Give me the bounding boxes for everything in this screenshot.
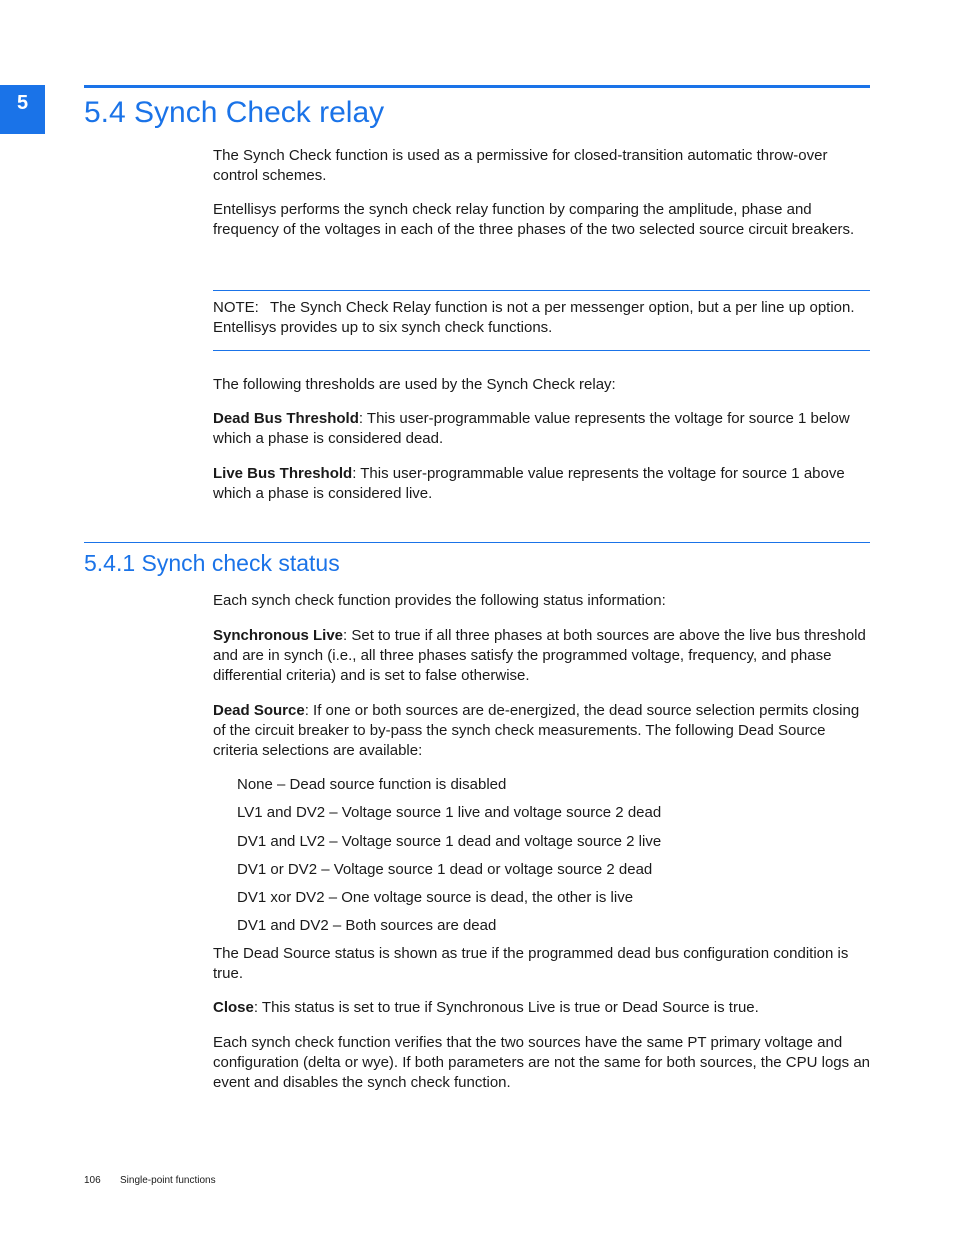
section-title: 5.4 Synch Check relay: [84, 96, 385, 129]
criteria-item: DV1 and LV2 – Voltage source 1 dead and voltage source 2 live: [237, 833, 662, 850]
live-bus-threshold-text: : This user-programmable value represents the voltage for source 1 above which a phase is considered live.: [213, 465, 845, 503]
criteria-item: DV1 and DV2 – Both sources are dead: [237, 917, 497, 934]
live-bus-threshold-term: Live Bus Threshold: [213, 465, 353, 482]
note-block: [213, 298, 870, 338]
close-text: : This status is set to true if Synchronous Live is true or Dead Source is true.: [253, 999, 759, 1016]
close-paragraph: [213, 998, 870, 1018]
header-rule: [84, 85, 870, 88]
criteria-item: DV1 or DV2 – Voltage source 1 dead or voltage source 2 dead: [237, 861, 653, 878]
chapter-tab: 5: [0, 85, 45, 134]
footer-chapter-name: Single-point functions: [120, 1175, 216, 1186]
synchronous-live-text: : Set to true if all three phases at both sources are above the live bus threshold and are in synch (i.e., all three phases satisfy the programmed voltage, frequency, and phase differential criteria) and is set to false otherwise.: [213, 627, 866, 685]
thresholds-intro: The following thresholds are used by the Synch Check relay:: [213, 376, 616, 393]
criteria-item: DV1 xor DV2 – One voltage source is dead, the other is live: [237, 889, 634, 906]
dead-bus-threshold-text: : This user-programmable value represents the voltage for source 1 below which a phase is considered dead.: [213, 410, 850, 448]
note-text: The Synch Check Relay function is not a per messenger option, but a per line up option. Entellisys provides up to six synch check functions.: [213, 299, 855, 337]
dead-source-term: Dead Source: [213, 702, 305, 719]
status-intro: Each synch check function provides the following status information:: [213, 592, 666, 609]
dead-source-paragraph: [213, 701, 870, 762]
synchronous-live-paragraph: [213, 626, 870, 687]
intro-paragraph: The Synch Check function is used as a permissive for closed-transition automatic throw-over control schemes.: [213, 147, 828, 185]
close-term: Close: [213, 999, 254, 1016]
dead-bus-threshold-paragraph: [213, 409, 870, 449]
verification-paragraph: Each synch check function verifies that the two sources have the same PT primary voltage and configuration (delta or wye). If both parameters are not the same for both sources, the CPU logs an event and disables the synch check function.: [213, 1034, 871, 1092]
description-paragraph: Entellisys performs the synch check relay function by comparing the amplitude, phase and frequency of the voltages in each of the three phases of the two selected source circuit breakers.: [213, 201, 855, 239]
dead-bus-threshold-term: Dead Bus Threshold: [213, 410, 359, 427]
subsection-title: 5.4.1 Synch check status: [84, 550, 340, 576]
dead-source-text: : If one or both sources are de-energized, the dead source selection permits closing of the circuit breaker to by-pass the synch check measurements. The following Dead Source criteria selections are available:: [213, 702, 860, 760]
synchronous-live-term: Synchronous Live: [213, 627, 344, 644]
criteria-item: None – Dead source function is disabled: [237, 776, 507, 793]
live-bus-threshold-paragraph: [213, 464, 870, 504]
note-label: NOTE:: [213, 299, 259, 316]
criteria-item: LV1 and DV2 – Voltage source 1 live and voltage source 2 dead: [237, 804, 662, 821]
dead-source-status-paragraph: The Dead Source status is shown as true if the programmed dead bus configuration condition is true.: [213, 945, 849, 983]
subsection-rule: [84, 542, 870, 543]
page-number: 106: [84, 1175, 101, 1186]
note-top-rule: [213, 290, 870, 291]
note-bottom-rule: [213, 350, 870, 351]
